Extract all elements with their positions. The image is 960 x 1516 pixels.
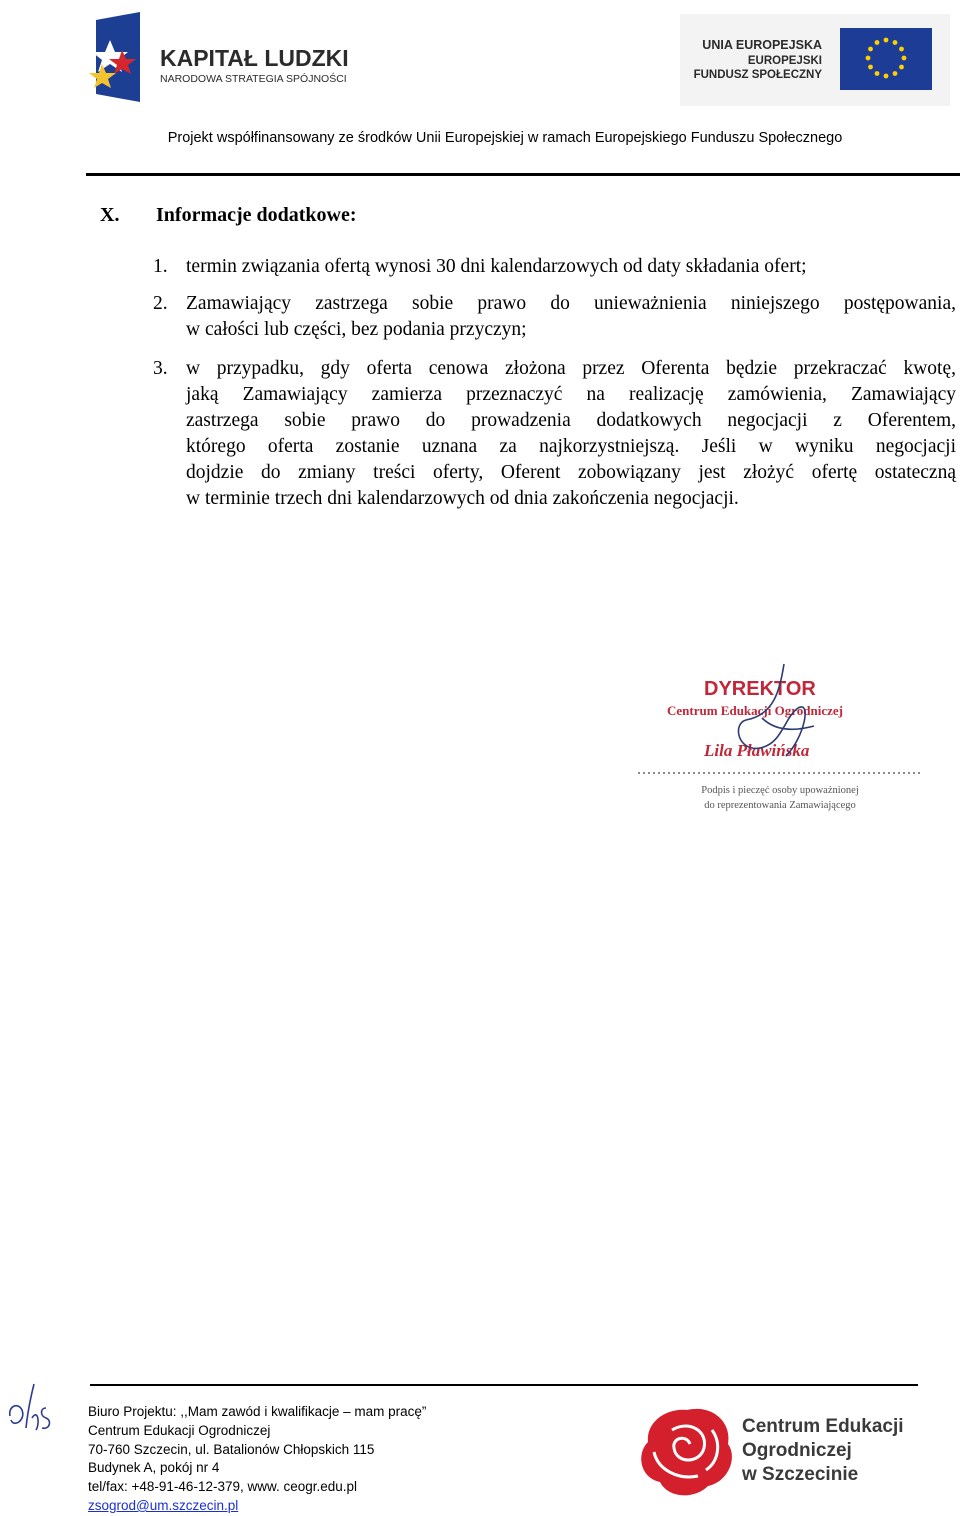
stamp-org: Centrum Edukacji Ogrodniczej [667, 703, 843, 718]
header-divider [86, 173, 960, 176]
list-item-number: 2. [153, 293, 168, 314]
footer-address: 70-760 Szczecin, ul. Batalionów Chłopskich 115 [88, 1441, 375, 1457]
eu-line1: UNIA EUROPEJSKA [702, 38, 822, 52]
list-item-number: 3. [153, 358, 168, 379]
footer-organization: Centrum Edukacji Ogrodniczej [88, 1422, 271, 1438]
footer-building: Budynek A, pokój nr 4 [88, 1460, 220, 1476]
eu-social-fund-logo [680, 14, 950, 106]
list-item-line: którego oferta zostanie uznana za najkorzystniejszą. Jeśli w wyniku negocjacji [186, 436, 956, 457]
list-item-line: jaką Zamawiający zamierza przeznaczyć na realizację zamówienia, Zamawiający [186, 384, 956, 405]
ceo-logo-text [742, 1415, 904, 1487]
list-item-line: w przypadku, gdy oferta cenowa złożona przez Oferenta będzie przekraczać kwotę, [186, 358, 956, 379]
stamp-name: Lila Pławińska [704, 741, 810, 760]
footer-divider [90, 1384, 918, 1386]
stamp-title: DYREKTOR [704, 678, 816, 700]
kapital-title: KAPITAŁ LUDZKI [160, 45, 349, 71]
cofinancing-note: Projekt współfinansowany ze środków Unii Europejskiej w ramach Europejskiego Funduszu Społecznego [167, 130, 843, 146]
kapital-subtitle: NARODOWA STRATEGIA SPÓJNOŚCI [160, 73, 347, 85]
ceo-logo-line-2: Ogrodniczej [742, 1440, 852, 1461]
ceo-logo-line-3: w Szczecinie [742, 1464, 859, 1485]
footer-project-office: Biuro Projektu: ,,Mam zawód i kwalifikacje – mam pracę” [88, 1404, 427, 1419]
signature-caption-2: do reprezentowania Zamawiającego [704, 800, 856, 811]
list-item [153, 254, 956, 280]
list-item-number: 1. [153, 256, 168, 277]
eu-line2: EUROPEJSKI [747, 55, 822, 67]
list-item-line: dojdzie do zmiany treści oferty, Oferent zobowiązany jest złożyć ofertę ostateczną [186, 462, 956, 483]
footer-phone-web: tel/fax: +48-91-46-12-379, www. ceogr.edu.pl [88, 1479, 358, 1495]
footer-contact [88, 1403, 426, 1516]
list-item-line: Zamawiający zastrzega sobie prawo do unieważnienia niniejszego postępowania, [186, 293, 956, 314]
list-item-line: termin związania ofertą wynosi 30 dni kalendarzowych od daty składania ofert; [186, 256, 807, 277]
list-item [153, 356, 956, 512]
list-item-line: zastrzega sobie prawo do prowadzenia dodatkowych negocjacji z Oferentem, [186, 410, 956, 431]
ceo-logo-line-1: Centrum Edukacji [742, 1416, 904, 1437]
eu-line3: FUNDUSZ SPOŁECZNY [693, 69, 822, 81]
list-item [153, 291, 956, 343]
list-item-line: w całości lub części, bez podania przyczyn; [186, 319, 527, 340]
section-title: Informacje dodatkowe: [156, 204, 357, 226]
ohs-logo-icon [6, 1378, 54, 1442]
kapital-ludzki-logo [88, 12, 368, 107]
section-number: X. [100, 204, 120, 226]
eu-flag-icon [840, 28, 932, 90]
footer-email-link[interactable]: zsogrod@um.szczecin.pl [88, 1497, 239, 1513]
signature-stamp [634, 660, 924, 820]
list-item-line: w terminie trzech dni kalendarzowych od dnia zakończenia negocjacji. [186, 488, 739, 509]
signature-caption-1: Podpis i pieczęć osoby upoważnionej [701, 785, 859, 796]
